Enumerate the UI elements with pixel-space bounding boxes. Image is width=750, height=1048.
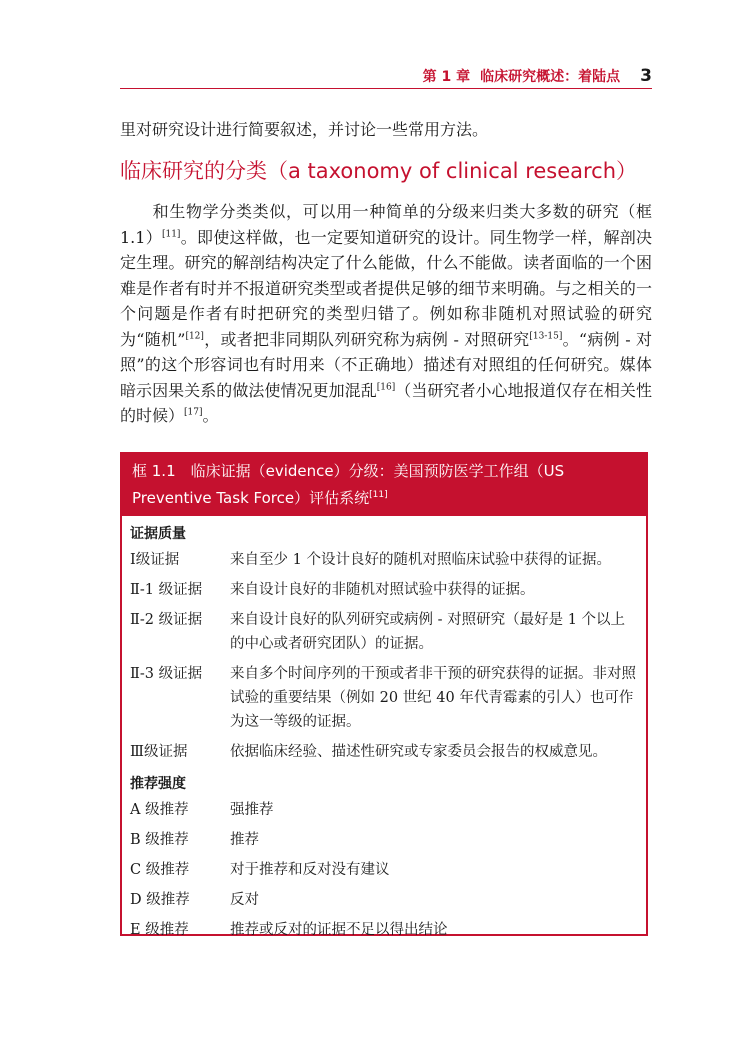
- recommendation-grade: B 级推荐: [130, 832, 189, 848]
- box-title-text: 框 1.1 临床证据（evidence）分级：美国预防医学工作组（US Preventive Task Force）评估系统: [132, 462, 565, 507]
- page-number: 3: [640, 66, 652, 86]
- citation-ref: [11]: [369, 490, 388, 500]
- recommendation-description: 强推荐: [230, 802, 274, 818]
- citation-ref: [13-15]: [529, 331, 563, 342]
- running-head: [120, 64, 652, 89]
- paragraph-text-1: 和生物学分类类似，可以用一种简单的分级来归类大多数的研究（框 1.1）: [120, 202, 652, 247]
- paragraph-text-6: 。: [202, 406, 219, 425]
- chapter-title: 临床研究概述：着陆点: [480, 69, 621, 85]
- box-body: [122, 516, 646, 942]
- evidence-description: 依据临床经验、描述性研究或专家委员会报告的权威意见。: [230, 744, 607, 760]
- recommendation-row: [130, 888, 638, 912]
- section-heading: 临床研究的分类（a taxonomy of clinical research）: [120, 159, 638, 183]
- paragraph-text-4: 。“病例 - 对照”的这个形容词也有时用来（不正确地）描述有对照组的任何研究。媒体暗示因果关系的做法使情况更加混乱: [120, 329, 652, 400]
- recommendation-row: [130, 858, 638, 882]
- citation-ref: [11]: [161, 229, 181, 240]
- body-paragraph: [120, 199, 652, 429]
- citation-ref: [17]: [184, 407, 203, 418]
- recommendation-grade: A 级推荐: [130, 802, 189, 818]
- evidence-row: [130, 662, 638, 734]
- citation-ref: [12]: [185, 331, 204, 342]
- recommendation-grade: C 级推荐: [130, 862, 190, 878]
- paragraph-text-3: ，或者把非同期队列研究称为病例 - 对照研究: [203, 329, 530, 349]
- evidence-description: 来自至少 1 个设计良好的随机对照临床试验中获得的证据。: [230, 552, 611, 568]
- recommendation-row: [130, 798, 638, 822]
- evidence-row: [130, 740, 638, 764]
- paragraph-text-2: 。即使这样做，也一定要知道研究的设计。同生物学一样，解剖决定生理。研究的解剖结构决定了什么能做，什么不能做。读者面临的一个困难是作者有时并不报道研究类型或者提供足够的细节来明确。与之相关的一个问题是作者有时把研究的类型归错了。例如称非随机对照试验的研究为“随机”: [120, 227, 652, 349]
- evidence-description: 来自设计良好的非随机对照试验中获得的证据。: [230, 582, 535, 598]
- box-title: [122, 454, 646, 516]
- recommendation-row: [130, 918, 638, 942]
- paragraph-text-5: （当研究者小心地报道仅存在相关性的时候）: [120, 380, 652, 425]
- recommendation-grade: E 级推荐: [130, 922, 189, 938]
- quality-heading: 证据质量: [130, 526, 186, 542]
- evidence-description: 来自设计良好的队列研究或病例 - 对照研究（最好是 1 个以上的中心或者研究团队）的证据。: [230, 612, 626, 652]
- strength-heading: 推荐强度: [130, 776, 186, 792]
- evidence-level: Ⅰ级证据: [130, 552, 180, 568]
- evidence-level: Ⅲ级证据: [130, 744, 188, 760]
- continuation-text: 里对研究设计进行简要叙述，并讨论一些常用方法。: [120, 120, 489, 139]
- recommendation-description: 推荐或反对的证据不足以得出结论: [230, 922, 448, 938]
- evidence-level: Ⅱ-2 级证据: [130, 612, 203, 628]
- recommendation-grade: D 级推荐: [130, 892, 190, 908]
- chapter-number: 第 1 章: [422, 69, 471, 85]
- recommendation-description: 推荐: [230, 832, 259, 848]
- evidence-row: [130, 608, 638, 656]
- evidence-row: [130, 578, 638, 602]
- evidence-level: Ⅱ-1 级证据: [130, 582, 203, 598]
- citation-ref: [16]: [376, 382, 396, 393]
- recommendation-row: [130, 828, 638, 852]
- recommendation-description: 反对: [230, 892, 259, 908]
- recommendation-description: 对于推荐和反对没有建议: [230, 862, 390, 878]
- evidence-row: [130, 548, 638, 572]
- evidence-description: 来自多个时间序列的干预或者非干预的研究获得的证据。非对照试验的重要结果（例如 20 世纪 40 年代青霉素的引人）也可作为这一等级的证据。: [230, 666, 636, 730]
- evidence-box: [120, 452, 648, 936]
- evidence-level: Ⅱ-3 级证据: [130, 666, 203, 682]
